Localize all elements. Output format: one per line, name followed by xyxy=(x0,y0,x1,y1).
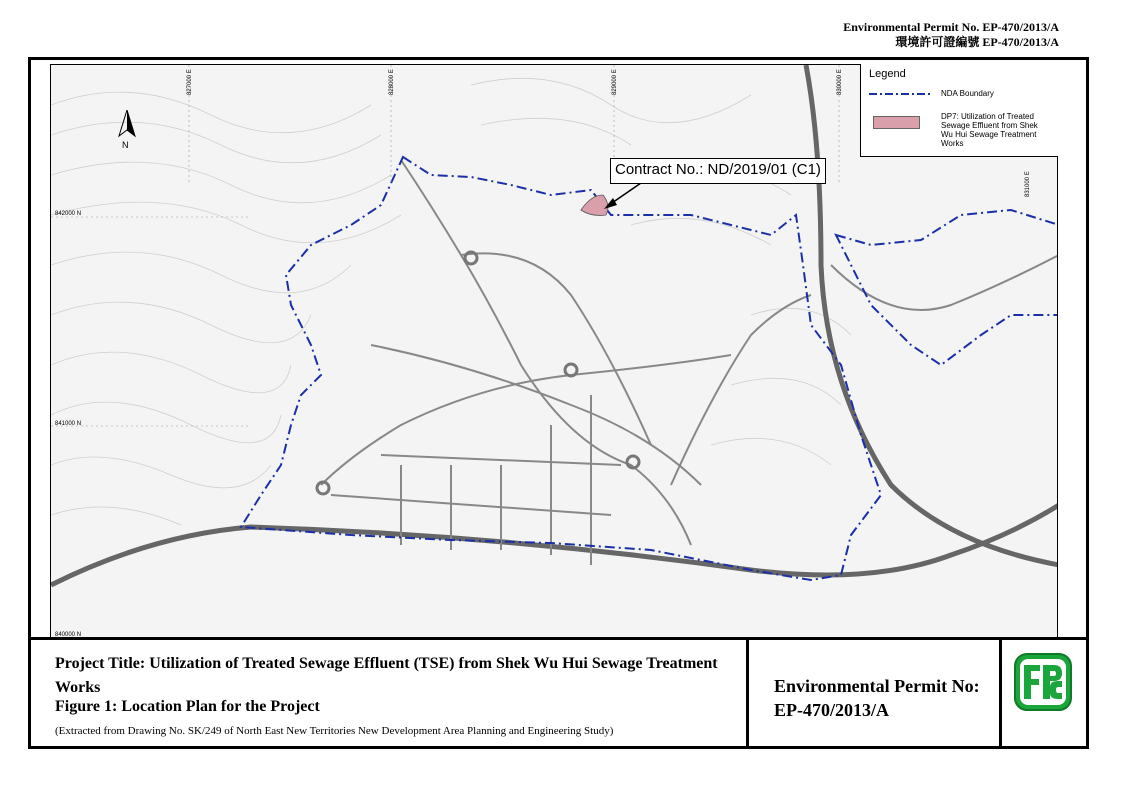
project-site-dp7 xyxy=(581,195,608,215)
northing-label: 842000 N xyxy=(55,211,82,217)
legend-item-dp7: DP7: Utilization of Treated Sewage Effluent from Shek Wu Hui Sewage Treatment Works xyxy=(941,112,1038,148)
legend-item-nda-boundary: NDA Boundary xyxy=(941,89,994,98)
permit-number: EP-470/2013/A xyxy=(774,700,889,720)
permit-header xyxy=(843,20,1059,50)
grid-lines xyxy=(51,65,839,426)
logo-block xyxy=(1000,637,1089,749)
figure-title: Figure 1: Location Plan for the Project xyxy=(55,698,320,715)
easting-label: 830000 E xyxy=(837,69,843,95)
permit-header-chinese: 環境許可證編號 EP-470/2013/A xyxy=(895,35,1059,49)
easting-label: 827000 E xyxy=(187,69,193,95)
contract-label: Contract No.: ND/2019/01 (C1) xyxy=(610,158,826,184)
legend-boundary-swatch xyxy=(869,91,931,97)
source-note: (Extracted from Drawing No. SK/249 of North East New Territories New Development Area Planning and Engineering Study) xyxy=(55,725,614,737)
legend-dp7-swatch xyxy=(873,116,920,129)
roads xyxy=(321,160,1058,565)
map-legend xyxy=(860,64,1058,157)
contract-pointer-arrow xyxy=(604,183,641,209)
permit-block xyxy=(746,637,1002,749)
northing-label: 841000 N xyxy=(55,421,82,427)
north-label: N xyxy=(122,140,129,150)
easting-label: 828000 E xyxy=(389,69,395,95)
nda-boundary xyxy=(241,157,881,580)
project-title: Project Title: Utilization of Treated Sewage Effluent (TSE) from Shek Wu Hui Sewage Treatment Works xyxy=(55,655,718,696)
permit-label: Environmental Permit No: xyxy=(774,676,980,696)
easting-label: 829000 E xyxy=(612,69,618,95)
epd-logo-icon xyxy=(1014,653,1072,711)
title-block xyxy=(28,637,748,749)
legend-title: Legend xyxy=(869,68,906,80)
northing-label: 840000 N xyxy=(55,632,82,638)
nda-boundary-east xyxy=(836,210,1058,365)
permit-header-english: Environmental Permit No. EP-470/2013/A xyxy=(843,20,1059,34)
easting-label: 831000 E xyxy=(1025,171,1031,197)
north-arrow-icon xyxy=(115,110,139,156)
